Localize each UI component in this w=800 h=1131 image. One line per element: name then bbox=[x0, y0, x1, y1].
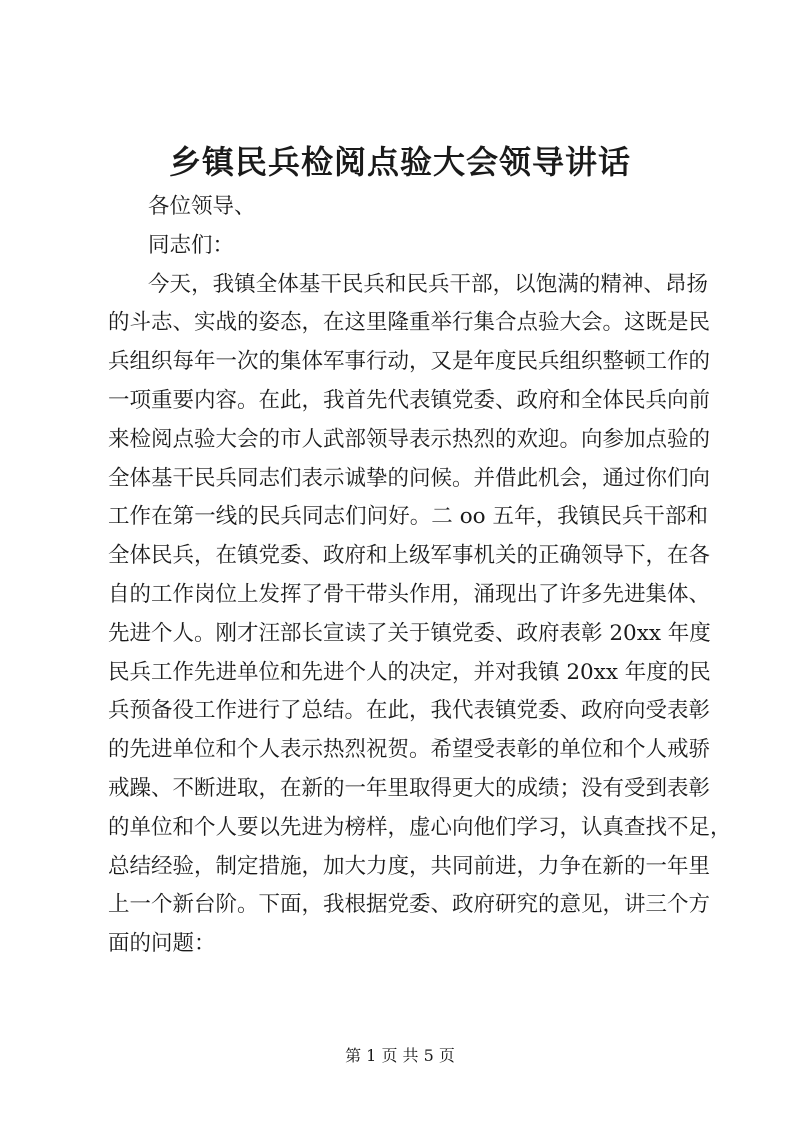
paragraph-line: 总结经验，制定措施，加大力度，共同前进，力争在新的一年里 bbox=[108, 853, 711, 879]
paragraph-line: 的单位和个人要以先进为榜样，虚心向他们学习，认真查找不足， bbox=[108, 814, 732, 840]
document-title: 乡镇民兵检阅点验大会领导讲话 bbox=[168, 143, 631, 181]
page-number-footer: 第 1 页 共 5 页 bbox=[345, 1046, 455, 1065]
paragraph-line: 全体基干民兵同志们表示诚挚的问候。并借此机会，通过你们向 bbox=[108, 465, 711, 491]
paragraph-line: 全体民兵，在镇党委、政府和上级军事机关的正确领导下，在各 bbox=[108, 543, 711, 569]
paragraph-line: 今天，我镇全体基干民兵和民兵干部，以饱满的精神、昂扬 bbox=[148, 271, 708, 297]
paragraph-line: 来检阅点验大会的市人武部领导表示热烈的欢迎。向参加点验的 bbox=[108, 426, 711, 452]
paragraph-line: 的斗志、实战的姿态，在这里隆重举行集合点验大会。这既是民 bbox=[108, 310, 711, 336]
paragraph-line: 一项重要内容。在此，我首先代表镇党委、政府和全体民兵向前 bbox=[108, 387, 711, 413]
paragraph-line: 先进个人。刚才汪部长宣读了关于镇党委、政府表彰 20xx 年度 bbox=[108, 620, 711, 646]
paragraph-line: 的先进单位和个人表示热烈祝贺。希望受表彰的单位和个人戒骄 bbox=[108, 737, 711, 763]
greeting-line: 同志们： bbox=[148, 232, 235, 258]
document-body bbox=[108, 188, 732, 964]
paragraph-line: 兵预备役工作进行了总结。在此，我代表镇党委、政府向受表彰 bbox=[108, 698, 711, 724]
paragraph-line: 面的问题： bbox=[108, 931, 216, 957]
paragraph-line: 工作在第一线的民兵同志们问好。二 oo 五年，我镇民兵干部和 bbox=[108, 504, 708, 530]
paragraph-line: 自的工作岗位上发挥了骨干带头作用，涌现出了许多先进集体、 bbox=[108, 581, 711, 607]
greeting-line: 各位领导、 bbox=[148, 194, 256, 219]
paragraph-line: 上一个新台阶。下面，我根据党委、政府研究的意见，讲三个方 bbox=[108, 892, 711, 918]
paragraph-line: 民兵工作先进单位和先进个人的决定，并对我镇 20xx 年度的民 bbox=[108, 659, 711, 685]
paragraph-line: 兵组织每年一次的集体军事行动，又是年度民兵组织整顿工作的 bbox=[108, 349, 711, 375]
paragraph-line: 戒躁、不断进取，在新的一年里取得更大的成绩；没有受到表彰 bbox=[108, 775, 711, 801]
